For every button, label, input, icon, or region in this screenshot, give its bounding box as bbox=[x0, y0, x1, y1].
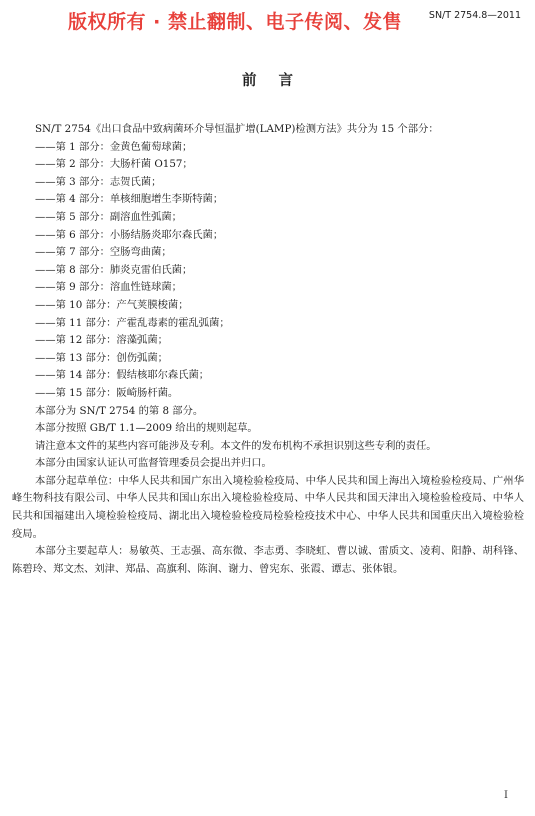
foreword-body bbox=[12, 121, 524, 578]
part-statement: 本部分为 SN/T 2754 的第 8 部分。 bbox=[35, 404, 204, 417]
list-item: ——第 12 部分：溶藻弧菌； bbox=[35, 334, 168, 347]
patent-notice: 请注意本文件的某些内容可能涉及专利。本文件的发布机构不承担识别这些专利的责任。 bbox=[35, 439, 437, 452]
parts-list bbox=[35, 139, 524, 403]
drafting-rules-statement: 本部分按照 GB/T 1.1—2009 给出的规则起草。 bbox=[35, 422, 258, 435]
list-item: ——第 4 部分：单核细胞增生李斯特菌； bbox=[35, 193, 224, 206]
list-item: ——第 10 部分：产气荚膜梭菌； bbox=[35, 298, 189, 311]
list-item: ——第 8 部分：肺炎克雷伯氏菌； bbox=[35, 263, 193, 276]
list-item: ——第 15 部分：阪崎肠杆菌。 bbox=[35, 386, 179, 399]
list-item: ——第 2 部分：大肠杆菌 O157； bbox=[35, 158, 193, 171]
list-item: ——第 5 部分：副溶血性弧菌； bbox=[35, 210, 182, 223]
page-number: I bbox=[504, 790, 508, 801]
list-item: ——第 3 部分：志贺氏菌； bbox=[35, 175, 162, 188]
intro-paragraph: SN/T 2754《出口食品中致病菌环介导恒温扩增(LAMP)检测方法》共分为 15 个部分： bbox=[35, 123, 439, 135]
main-drafters: 本部分主要起草人：易敏英、王志强、高东微、李志勇、李晓虹、曹以诚、雷质文、凌莉、阳静、胡科锋、陈碧玲、郑文杰、刘津、郑晶、高旗利、陈润、谢力、曾宪东、张霞、谭志、张体银。 bbox=[12, 545, 524, 575]
list-item: ——第 11 部分：产霍乱毒素的霍乱弧菌； bbox=[35, 316, 230, 329]
list-item: ——第 9 部分：溶血性链球菌； bbox=[35, 281, 182, 294]
page-title: 前言 bbox=[242, 73, 315, 89]
list-item: ——第 14 部分：假结核耶尔森氏菌； bbox=[35, 369, 210, 382]
drafting-units: 本部分起草单位：中华人民共和国广东出入境检验检疫局、中华人民共和国上海出入境检验检疫局、广州华峰生物科技有限公司、中华人民共和国山东出入境检验检疫局、中华人民共和国天津出入境检验检疫局、中华人民共和国福建出入境检验检疫局、湖北出入境检验检疫局检验检疫技术中心、中华人民共和国重庆出入境检验检疫局。 bbox=[12, 474, 524, 540]
standard-code: SN/T 2754.8—2011 bbox=[428, 10, 521, 21]
list-item: ——第 7 部分：空肠弯曲菌； bbox=[35, 246, 172, 259]
watermark: 版权所有 · 禁止翻制、电子传阅、发售 bbox=[68, 11, 402, 33]
proposer-statement: 本部分由国家认证认可监督管理委员会提出并归口。 bbox=[35, 457, 272, 470]
list-item: ——第 13 部分：创伤弧菌； bbox=[35, 351, 168, 364]
list-item: ——第 6 部分：小肠结肠炎耶尔森氏菌； bbox=[35, 228, 224, 241]
list-item: ——第 1 部分：金黄色葡萄球菌； bbox=[35, 140, 193, 153]
